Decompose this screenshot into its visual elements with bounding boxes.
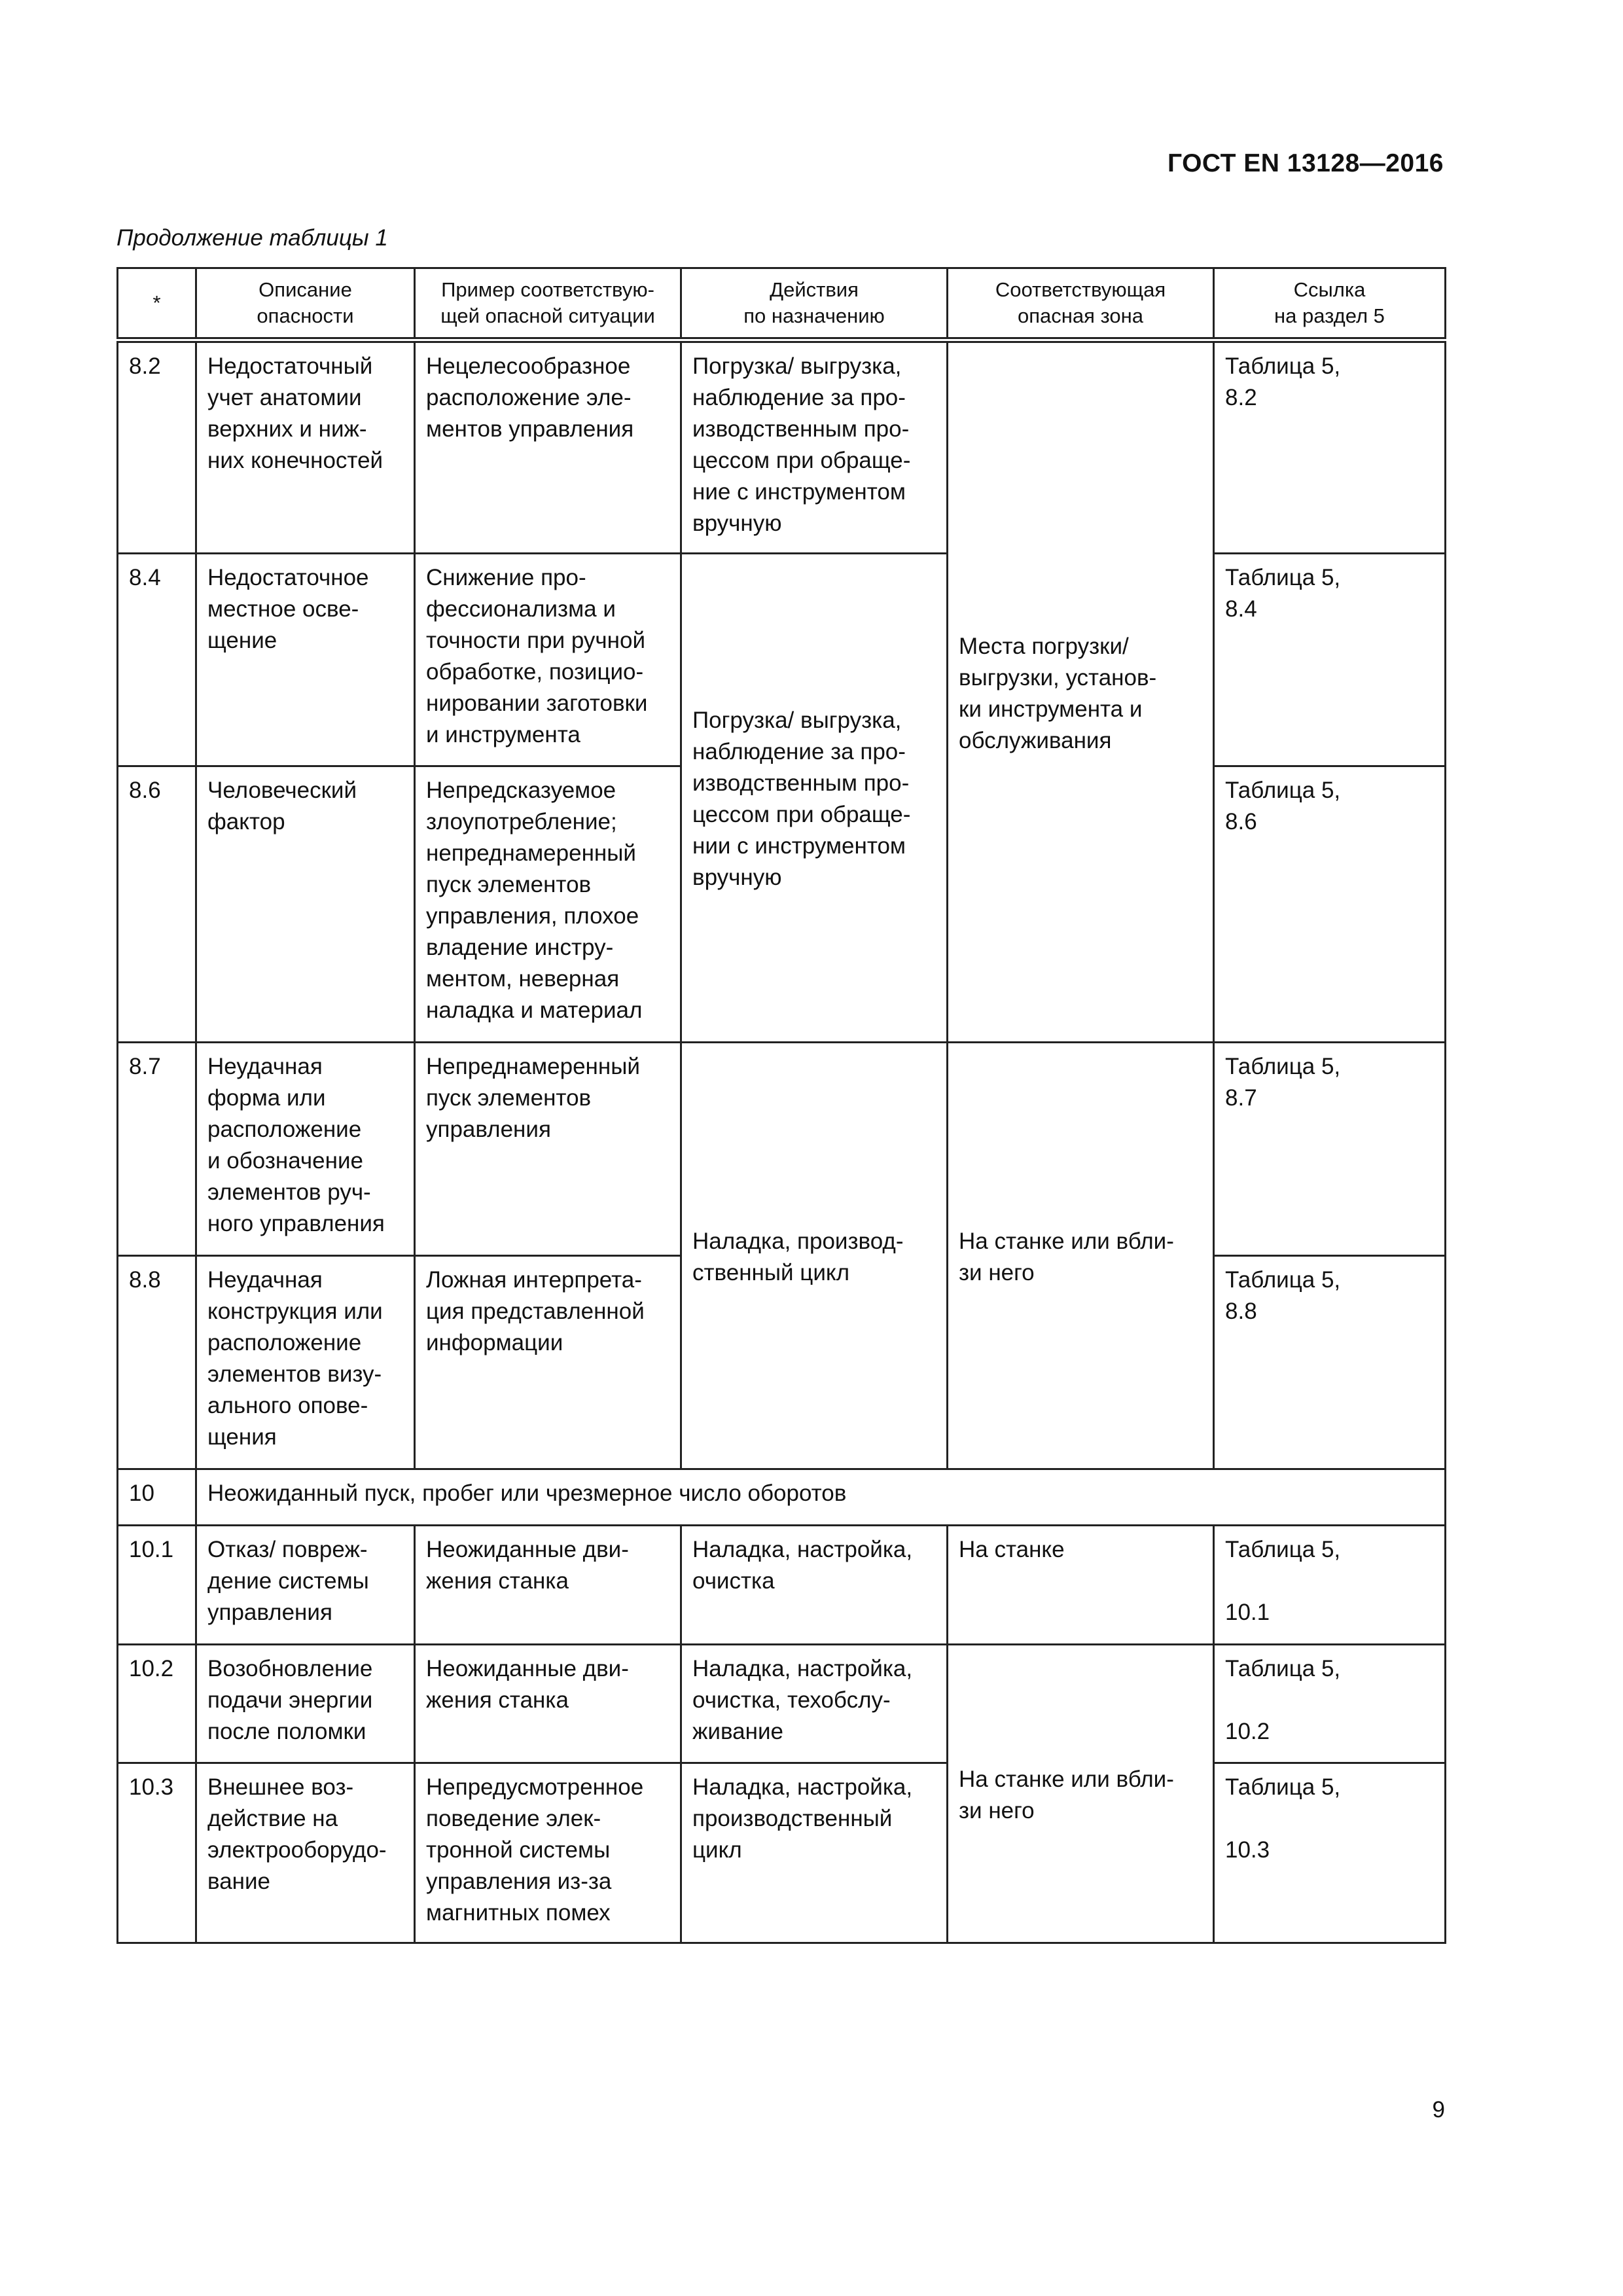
text-line: изводственным про- [692, 770, 910, 796]
text-line: обработке, позицио- [426, 659, 644, 685]
hazard-zone [948, 1645, 1214, 1943]
text-line: пуск элементов [426, 1085, 592, 1111]
row-number: 8.2 [118, 340, 196, 554]
text-line: Действия [770, 278, 859, 301]
text-line: Таблица 5, [1225, 1656, 1341, 1681]
text-line: на раздел 5 [1274, 304, 1385, 327]
text-line: жения станка [426, 1568, 569, 1594]
text-line: очистка, техобслу- [692, 1687, 891, 1713]
text-line: фактор [207, 809, 285, 834]
column-header-example [415, 268, 681, 340]
text-line: цессом при обраще- [692, 802, 911, 827]
text-line: Отказ/ повреж- [207, 1537, 368, 1562]
hazard-description [196, 554, 415, 766]
row-number: 8.6 [118, 766, 196, 1043]
text-line: Неожиданные дви- [426, 1537, 629, 1562]
text-line: наладка и материал [426, 997, 643, 1023]
text-line: цикл [692, 1837, 742, 1863]
text-line: На станке или вбли- [959, 1228, 1174, 1254]
text-line: владение инстру- [426, 935, 614, 960]
text-line: выгрузки, установ- [959, 664, 1157, 691]
text-line: по назначению [743, 304, 885, 327]
text-line: жения станка [426, 1687, 569, 1713]
text-line: и инструмента [426, 722, 580, 747]
row-number: 10.3 [118, 1763, 196, 1943]
hazard-example [415, 1763, 681, 1943]
text-line: после поломки [207, 1719, 366, 1744]
text-line: наблюдение за про- [692, 739, 906, 764]
text-line: магнитных помех [426, 1900, 611, 1926]
text-line: Недостаточный [207, 353, 373, 379]
hazard-zone [948, 340, 1214, 1043]
text-line: 8.8 [1225, 1299, 1257, 1324]
text-line: Неудачная [207, 1267, 323, 1293]
text-line: электрооборудо- [207, 1837, 387, 1863]
text-line: Снижение про- [426, 565, 586, 590]
hazard-description [196, 1256, 415, 1469]
text-line: Ложная интерпрета- [426, 1267, 642, 1293]
text-line: цессом при обраще- [692, 448, 911, 473]
hazard-description [196, 1043, 415, 1256]
intended-action [681, 1043, 948, 1469]
text-line: Пример соответствую- [441, 278, 654, 301]
row-number: 10.2 [118, 1645, 196, 1763]
table-row [118, 554, 1446, 766]
text-line: ки инструмента и [959, 696, 1143, 722]
text-line: наблюдение за про- [692, 385, 906, 410]
section-reference [1214, 1043, 1446, 1256]
text-line: Человеческий [207, 778, 357, 803]
text-line: Таблица 5, [1225, 778, 1341, 803]
text-line: информации [426, 1330, 563, 1355]
table-row [118, 1526, 1446, 1645]
standard-designation: ГОСТ EN 13128—2016 [1167, 149, 1444, 177]
text-line: управления из-за [426, 1869, 612, 1894]
table-header-row [118, 268, 1446, 340]
text-line: щения [207, 1424, 277, 1450]
hazard-example [415, 554, 681, 766]
text-line: дение системы [207, 1568, 369, 1594]
text-line: Места погрузки/ [959, 633, 1129, 659]
text-line: Ссылка [1293, 278, 1366, 301]
text-line: вручную [692, 865, 782, 890]
intended-action [681, 554, 948, 1043]
text-line [1225, 1566, 1434, 1597]
table-row [118, 1043, 1446, 1256]
text-line: элементов руч- [207, 1179, 371, 1205]
text-line: щей опасной ситуации [440, 304, 655, 327]
text-line: и обозначение [207, 1148, 363, 1174]
intended-action [681, 1526, 948, 1645]
hazard-example [415, 1256, 681, 1469]
text-line: опасная зона [1018, 304, 1143, 327]
column-header-number [118, 268, 196, 340]
section-reference [1214, 766, 1446, 1043]
text-line: 10.2 [1225, 1719, 1270, 1744]
table-row [118, 1763, 1446, 1943]
section-reference [1214, 340, 1446, 554]
text-line: действие на [207, 1806, 338, 1831]
text-line: фессионализма и [426, 596, 616, 622]
hazard-example [415, 1645, 681, 1763]
text-line: На станке или вбли- [959, 1766, 1174, 1792]
hazard-zone [948, 1043, 1214, 1469]
text-line: подачи энергии [207, 1687, 373, 1713]
section-title: Неожиданный пуск, пробег или чрезмерное число оборотов [196, 1469, 1446, 1526]
text-line: щение [207, 628, 277, 653]
text-line: зи него [959, 1259, 1035, 1285]
text-line: Возобновление [207, 1656, 373, 1681]
text-line: управления [426, 1117, 551, 1142]
text-line: ция представленной [426, 1299, 645, 1324]
text-line: Неожиданные дви- [426, 1656, 629, 1681]
text-line: Наладка, производ- [692, 1228, 904, 1254]
text-line: 8.4 [1225, 596, 1257, 622]
text-line: пуск элементов [426, 872, 592, 897]
section-reference [1214, 1645, 1446, 1763]
text-line: расположение [207, 1117, 362, 1142]
text-line: очистка [692, 1568, 775, 1594]
text-line: ментов управления [426, 416, 634, 442]
hazard-description [196, 1645, 415, 1763]
text-line: верхних и ниж- [207, 416, 367, 442]
text-line: Внешнее воз- [207, 1774, 354, 1800]
text-line: поведение элек- [426, 1806, 601, 1831]
row-number: 8.7 [118, 1043, 196, 1256]
hazards-table [116, 267, 1446, 1944]
table-row [118, 340, 1446, 554]
text-line: Таблица 5, [1225, 1054, 1341, 1079]
text-line: зи него [959, 1797, 1035, 1823]
column-header-reference [1214, 268, 1446, 340]
hazard-example [415, 340, 681, 554]
text-line: Таблица 5, [1225, 565, 1341, 590]
text-line: изводственным про- [692, 416, 910, 442]
text-line: управления, плохое [426, 903, 639, 929]
text-line: Описание [259, 278, 352, 301]
intended-action [681, 1645, 948, 1763]
text-line: Погрузка/ выгрузка, [692, 353, 902, 379]
text-line: вание [207, 1869, 271, 1894]
text-line: Соответствующая [995, 278, 1166, 301]
text-line: обслуживания [959, 727, 1112, 753]
row-number: 10.1 [118, 1526, 196, 1645]
column-header-description [196, 268, 415, 340]
table-caption: Продолжение таблицы 1 [116, 225, 388, 251]
intended-action [681, 340, 948, 554]
intended-action [681, 1763, 948, 1943]
text-line: ние с инструментом [692, 479, 906, 505]
column-header-zone [948, 268, 1214, 340]
text-line: Наладка, настройка, [692, 1774, 913, 1800]
row-number: 8.8 [118, 1256, 196, 1469]
text-line: На станке [959, 1537, 1065, 1562]
text-line: ного управления [207, 1211, 385, 1236]
text-line: 10.1 [1225, 1600, 1270, 1625]
text-line: нировании заготовки [426, 691, 648, 716]
text-line: них конечностей [207, 448, 383, 473]
hazard-description [196, 1526, 415, 1645]
row-number: 10 [118, 1469, 196, 1526]
text-line: Непредусмотренное [426, 1774, 644, 1800]
text-line: вручную [692, 511, 782, 536]
text-line: конструкция или [207, 1299, 383, 1324]
section-reference [1214, 1256, 1446, 1469]
text-line: элементов визу- [207, 1361, 382, 1387]
text-line: непреднамеренный [426, 840, 636, 866]
hazard-description [196, 1763, 415, 1943]
text-line: Наладка, настройка, [692, 1537, 913, 1562]
text-line: точности при ручной [426, 628, 646, 653]
text-line: нии с инструментом [692, 833, 906, 859]
text-line: расположение эле- [426, 385, 632, 410]
text-line: Таблица 5, [1225, 1537, 1341, 1562]
text-line: производственный [692, 1806, 893, 1831]
text-line: Непреднамеренный [426, 1054, 640, 1079]
hazard-description [196, 340, 415, 554]
text-line: учет анатомии [207, 385, 362, 410]
text-line: * [152, 291, 161, 314]
page-number: 9 [1432, 2097, 1445, 2123]
text-line: управления [207, 1600, 332, 1625]
text-line: Нецелесообразное [426, 353, 631, 379]
text-line: расположение [207, 1330, 362, 1355]
text-line: 8.7 [1225, 1085, 1257, 1111]
hazard-example [415, 1043, 681, 1256]
hazard-description [196, 766, 415, 1043]
text-line: живание [692, 1719, 783, 1744]
section-reference [1214, 1763, 1446, 1943]
text-line: Таблица 5, [1225, 1774, 1341, 1800]
text-line: 10.3 [1225, 1837, 1270, 1863]
text-line: ального опове- [207, 1393, 368, 1418]
text-line: злоупотребление; [426, 809, 617, 834]
table-section-row [118, 1469, 1446, 1526]
text-line: форма или [207, 1085, 326, 1111]
text-line: Таблица 5, [1225, 1267, 1341, 1293]
section-reference [1214, 554, 1446, 766]
hazard-zone [948, 1526, 1214, 1645]
text-line: Неудачная [207, 1054, 323, 1079]
section-reference [1214, 1526, 1446, 1645]
table-row [118, 1645, 1446, 1763]
hazard-example [415, 1526, 681, 1645]
row-number: 8.4 [118, 554, 196, 766]
text-line: 8.6 [1225, 809, 1257, 834]
text-line: Непредсказуемое [426, 778, 616, 803]
text-line [1225, 1803, 1434, 1835]
text-line: ментом, неверная [426, 966, 620, 992]
hazard-example [415, 766, 681, 1043]
text-line: Недостаточное [207, 565, 369, 590]
column-header-actions [681, 268, 948, 340]
text-line: ственный цикл [692, 1259, 850, 1285]
text-line: опасности [257, 304, 354, 327]
text-line: местное осве- [207, 596, 359, 622]
text-line: 8.2 [1225, 385, 1257, 410]
text-line: тронной системы [426, 1837, 611, 1863]
text-line: Таблица 5, [1225, 353, 1341, 379]
text-line: Погрузка/ выгрузка, [692, 708, 902, 733]
text-line: Наладка, настройка, [692, 1656, 913, 1681]
text-line [1225, 1685, 1434, 1716]
